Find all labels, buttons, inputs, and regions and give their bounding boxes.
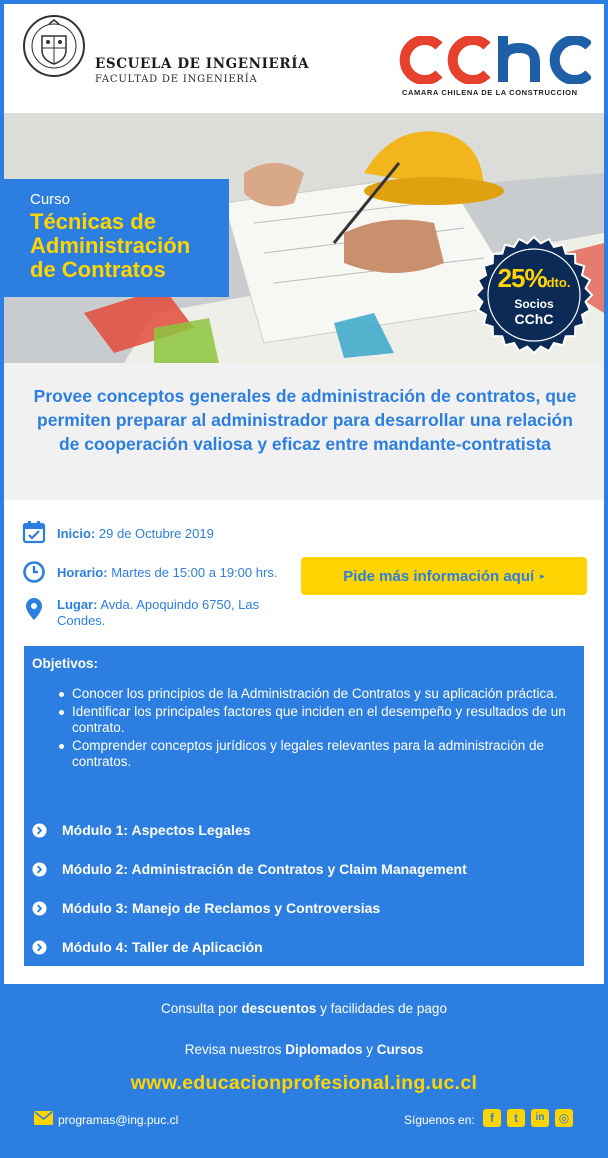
- programs-line-pre: Revisa nuestros: [184, 1042, 286, 1057]
- module-4-label: Módulo 4: Taller de Aplicación: [62, 939, 263, 955]
- module-2-label: Módulo 2: Administración de Contratos y Claim Management: [62, 861, 467, 877]
- course-title-line3: de Contratos: [30, 257, 166, 282]
- diplomados-link[interactable]: Diplomados: [285, 1042, 363, 1057]
- chevron-circle-icon: [32, 940, 47, 955]
- location-text: [57, 597, 297, 629]
- play-arrow-icon: ▸: [540, 571, 545, 581]
- badge-socios: Socios: [514, 297, 554, 311]
- chevron-circle-icon: [32, 901, 47, 916]
- course-title-line1: Técnicas de: [30, 209, 156, 234]
- badge-percent-value: 25%: [497, 263, 547, 293]
- module-3-label: Módulo 3: Manejo de Reclamos y Controversias: [62, 900, 381, 916]
- header: [4, 4, 604, 113]
- info-section: [4, 500, 604, 984]
- request-info-label: Pide más información aquí: [343, 568, 535, 585]
- course-title-line2: Administración: [30, 233, 191, 258]
- cchc-logo: [399, 36, 591, 84]
- school-block: [95, 56, 309, 85]
- school-name: ESCUELA DE INGENIERÍA: [95, 56, 310, 72]
- badge-suffix: dto.: [546, 275, 571, 290]
- badge-percent: [474, 263, 594, 294]
- description-section: [4, 363, 604, 500]
- cursos-link[interactable]: Cursos: [376, 1042, 424, 1057]
- request-info-button[interactable]: [301, 557, 587, 595]
- chevron-circle-icon: [32, 823, 47, 838]
- cchc-caption: CAMARA CHILENA DE LA CONSTRUCCION: [402, 88, 578, 97]
- course-label: Curso: [30, 191, 71, 208]
- clock-icon: [22, 560, 46, 584]
- course-title: [30, 210, 229, 282]
- calendar-icon: [22, 520, 46, 544]
- social-label: Síguenos en:: [404, 1113, 475, 1127]
- objectives-box: [24, 646, 584, 966]
- envelope-icon: [34, 1111, 53, 1125]
- programs-line: [0, 1042, 608, 1057]
- module-1-label: Módulo 1: Aspectos Legales: [62, 822, 251, 838]
- badge-cchc: CChC: [514, 311, 554, 327]
- university-seal-icon: [22, 14, 86, 78]
- discount-line-pre: Consulta por: [161, 1001, 242, 1016]
- start-date-value: 29 de Octubre 2019: [98, 526, 214, 541]
- start-date-text: [57, 526, 297, 542]
- discount-line: [0, 1001, 608, 1016]
- discount-line-post: y facilidades de pago: [316, 1001, 447, 1016]
- location-pin-icon: [22, 597, 46, 621]
- schedule-label: Horario:: [57, 565, 108, 580]
- discount-badge: [474, 235, 594, 355]
- objective-item: Conocer los principios de la Administración de Contratos y su aplicación práctica.: [72, 686, 572, 702]
- hero-banner: [4, 113, 604, 363]
- programs-line-mid: y: [362, 1042, 377, 1057]
- twitter-icon[interactable]: t: [507, 1109, 525, 1127]
- objectives-title: Objetivos:: [32, 656, 99, 671]
- course-title-box: [4, 179, 229, 297]
- website-link[interactable]: www.educacionprofesional.ing.uc.cl: [130, 1072, 478, 1094]
- email-text: programas@ing.puc.cl: [58, 1113, 179, 1127]
- instagram-icon[interactable]: ◎: [555, 1109, 573, 1127]
- objective-item: Comprender conceptos jurídicos y legales relevantes para la administración de contratos.: [72, 738, 572, 770]
- start-date-label: Inicio:: [57, 526, 96, 541]
- location-label: Lugar:: [57, 597, 98, 612]
- chevron-circle-icon: [32, 862, 47, 877]
- course-description: Provee conceptos generales de administración de contratos, que permiten preparar al administrador para desarrollar una relación de cooperación valiosa y eficaz entre mandante-contratista: [33, 386, 577, 454]
- footer: [0, 984, 608, 1158]
- schedule-value: Martes de 15:00 a 19:00 hrs.: [111, 565, 278, 580]
- discount-line-bold: descuentos: [241, 1001, 317, 1016]
- location-value: Avda. Apoquindo 6750, Las Condes.: [57, 597, 260, 628]
- objective-item: Identificar los principales factores que inciden en el desempeño y resultados de un contrato.: [72, 704, 572, 736]
- linkedin-icon[interactable]: in: [531, 1109, 549, 1127]
- schedule-text: [57, 565, 322, 581]
- facebook-icon[interactable]: f: [483, 1109, 501, 1127]
- objectives-list: [72, 686, 572, 772]
- faculty-name: FACULTAD DE INGENIERÍA: [95, 74, 258, 85]
